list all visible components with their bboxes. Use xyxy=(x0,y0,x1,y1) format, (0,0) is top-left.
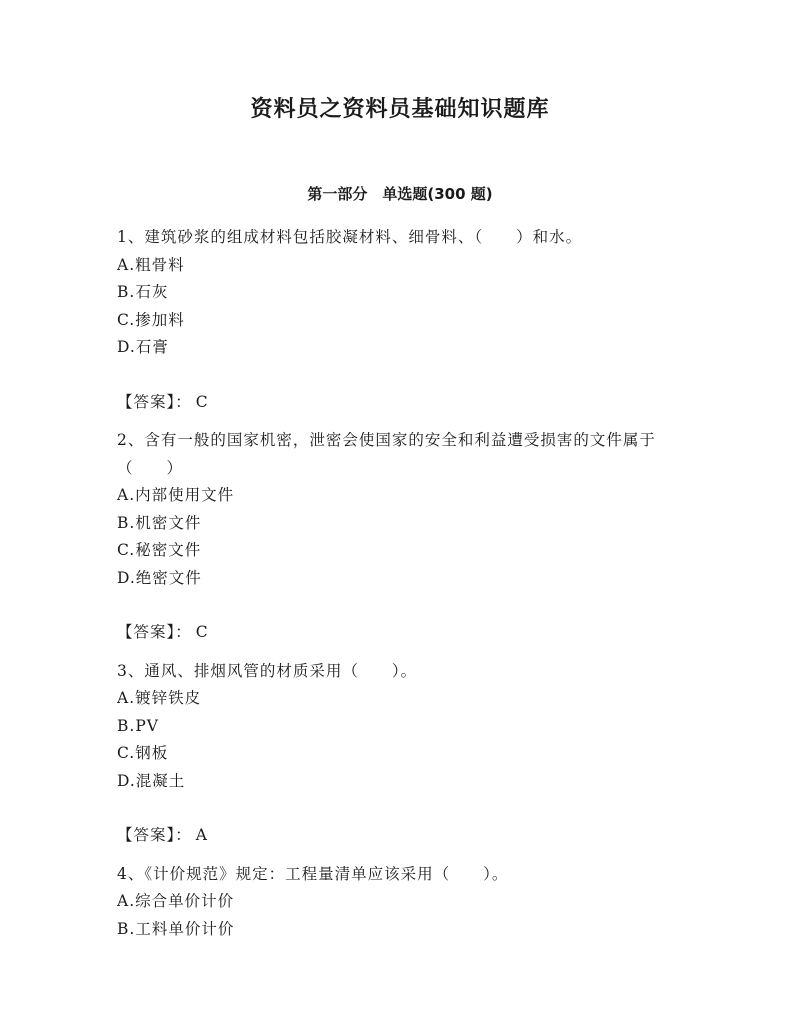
option-b: B.机密文件 xyxy=(117,513,202,532)
answer-label: 【答案】： xyxy=(117,392,192,411)
option-list xyxy=(117,685,687,795)
answer-line xyxy=(117,389,687,417)
question-list xyxy=(117,224,687,943)
option-c: C.钢板 xyxy=(117,744,169,762)
option-a: A.镀锌铁皮 xyxy=(117,689,202,707)
question-stem: 3、通风、排烟风管的材质采用（ ）。 xyxy=(117,661,418,680)
option-c: C.秘密文件 xyxy=(117,541,202,559)
option-b: B.石灰 xyxy=(117,283,169,301)
answer-value: A xyxy=(195,826,208,844)
question-stem: 2、含有一般的国家机密，泄密会使国家的安全和利益遭受损害的文件属于（ ） xyxy=(117,431,656,477)
option-d: D.绝密文件 xyxy=(117,568,202,587)
option-d: D.混凝土 xyxy=(117,771,186,790)
answer-label: 【答案】： xyxy=(117,623,192,641)
answer-label: 【答案】： xyxy=(117,826,192,844)
answer-line xyxy=(117,822,687,850)
question-stem: 1、建筑砂浆的组成材料包括胶凝材料、细骨料、（ ）和水。 xyxy=(117,228,583,246)
answer-value: C xyxy=(195,623,209,641)
question-item xyxy=(117,658,687,850)
option-b: B.工料单价计价 xyxy=(117,919,235,938)
option-a: A.粗骨料 xyxy=(117,255,185,274)
document-title: 资料员之资料员基础知识题库 xyxy=(250,96,550,122)
question-item xyxy=(117,861,687,944)
option-a: A.综合单价计价 xyxy=(117,892,235,910)
question-stem: 4、《计价规范》规定：工程量清单应该采用（ ）。 xyxy=(117,864,509,883)
question-item xyxy=(117,224,687,416)
option-d: D.石膏 xyxy=(117,338,169,356)
option-list xyxy=(117,252,687,362)
question-item xyxy=(117,427,687,647)
answer-line xyxy=(117,619,687,647)
option-b: B.PV xyxy=(117,716,159,735)
option-list xyxy=(117,482,687,592)
option-a: A.内部使用文件 xyxy=(117,486,235,504)
option-list xyxy=(117,888,687,943)
section-title: 第一部分 单选题(300 题) xyxy=(307,185,493,203)
answer-value: C xyxy=(195,392,209,411)
option-c: C.掺加料 xyxy=(117,310,185,329)
